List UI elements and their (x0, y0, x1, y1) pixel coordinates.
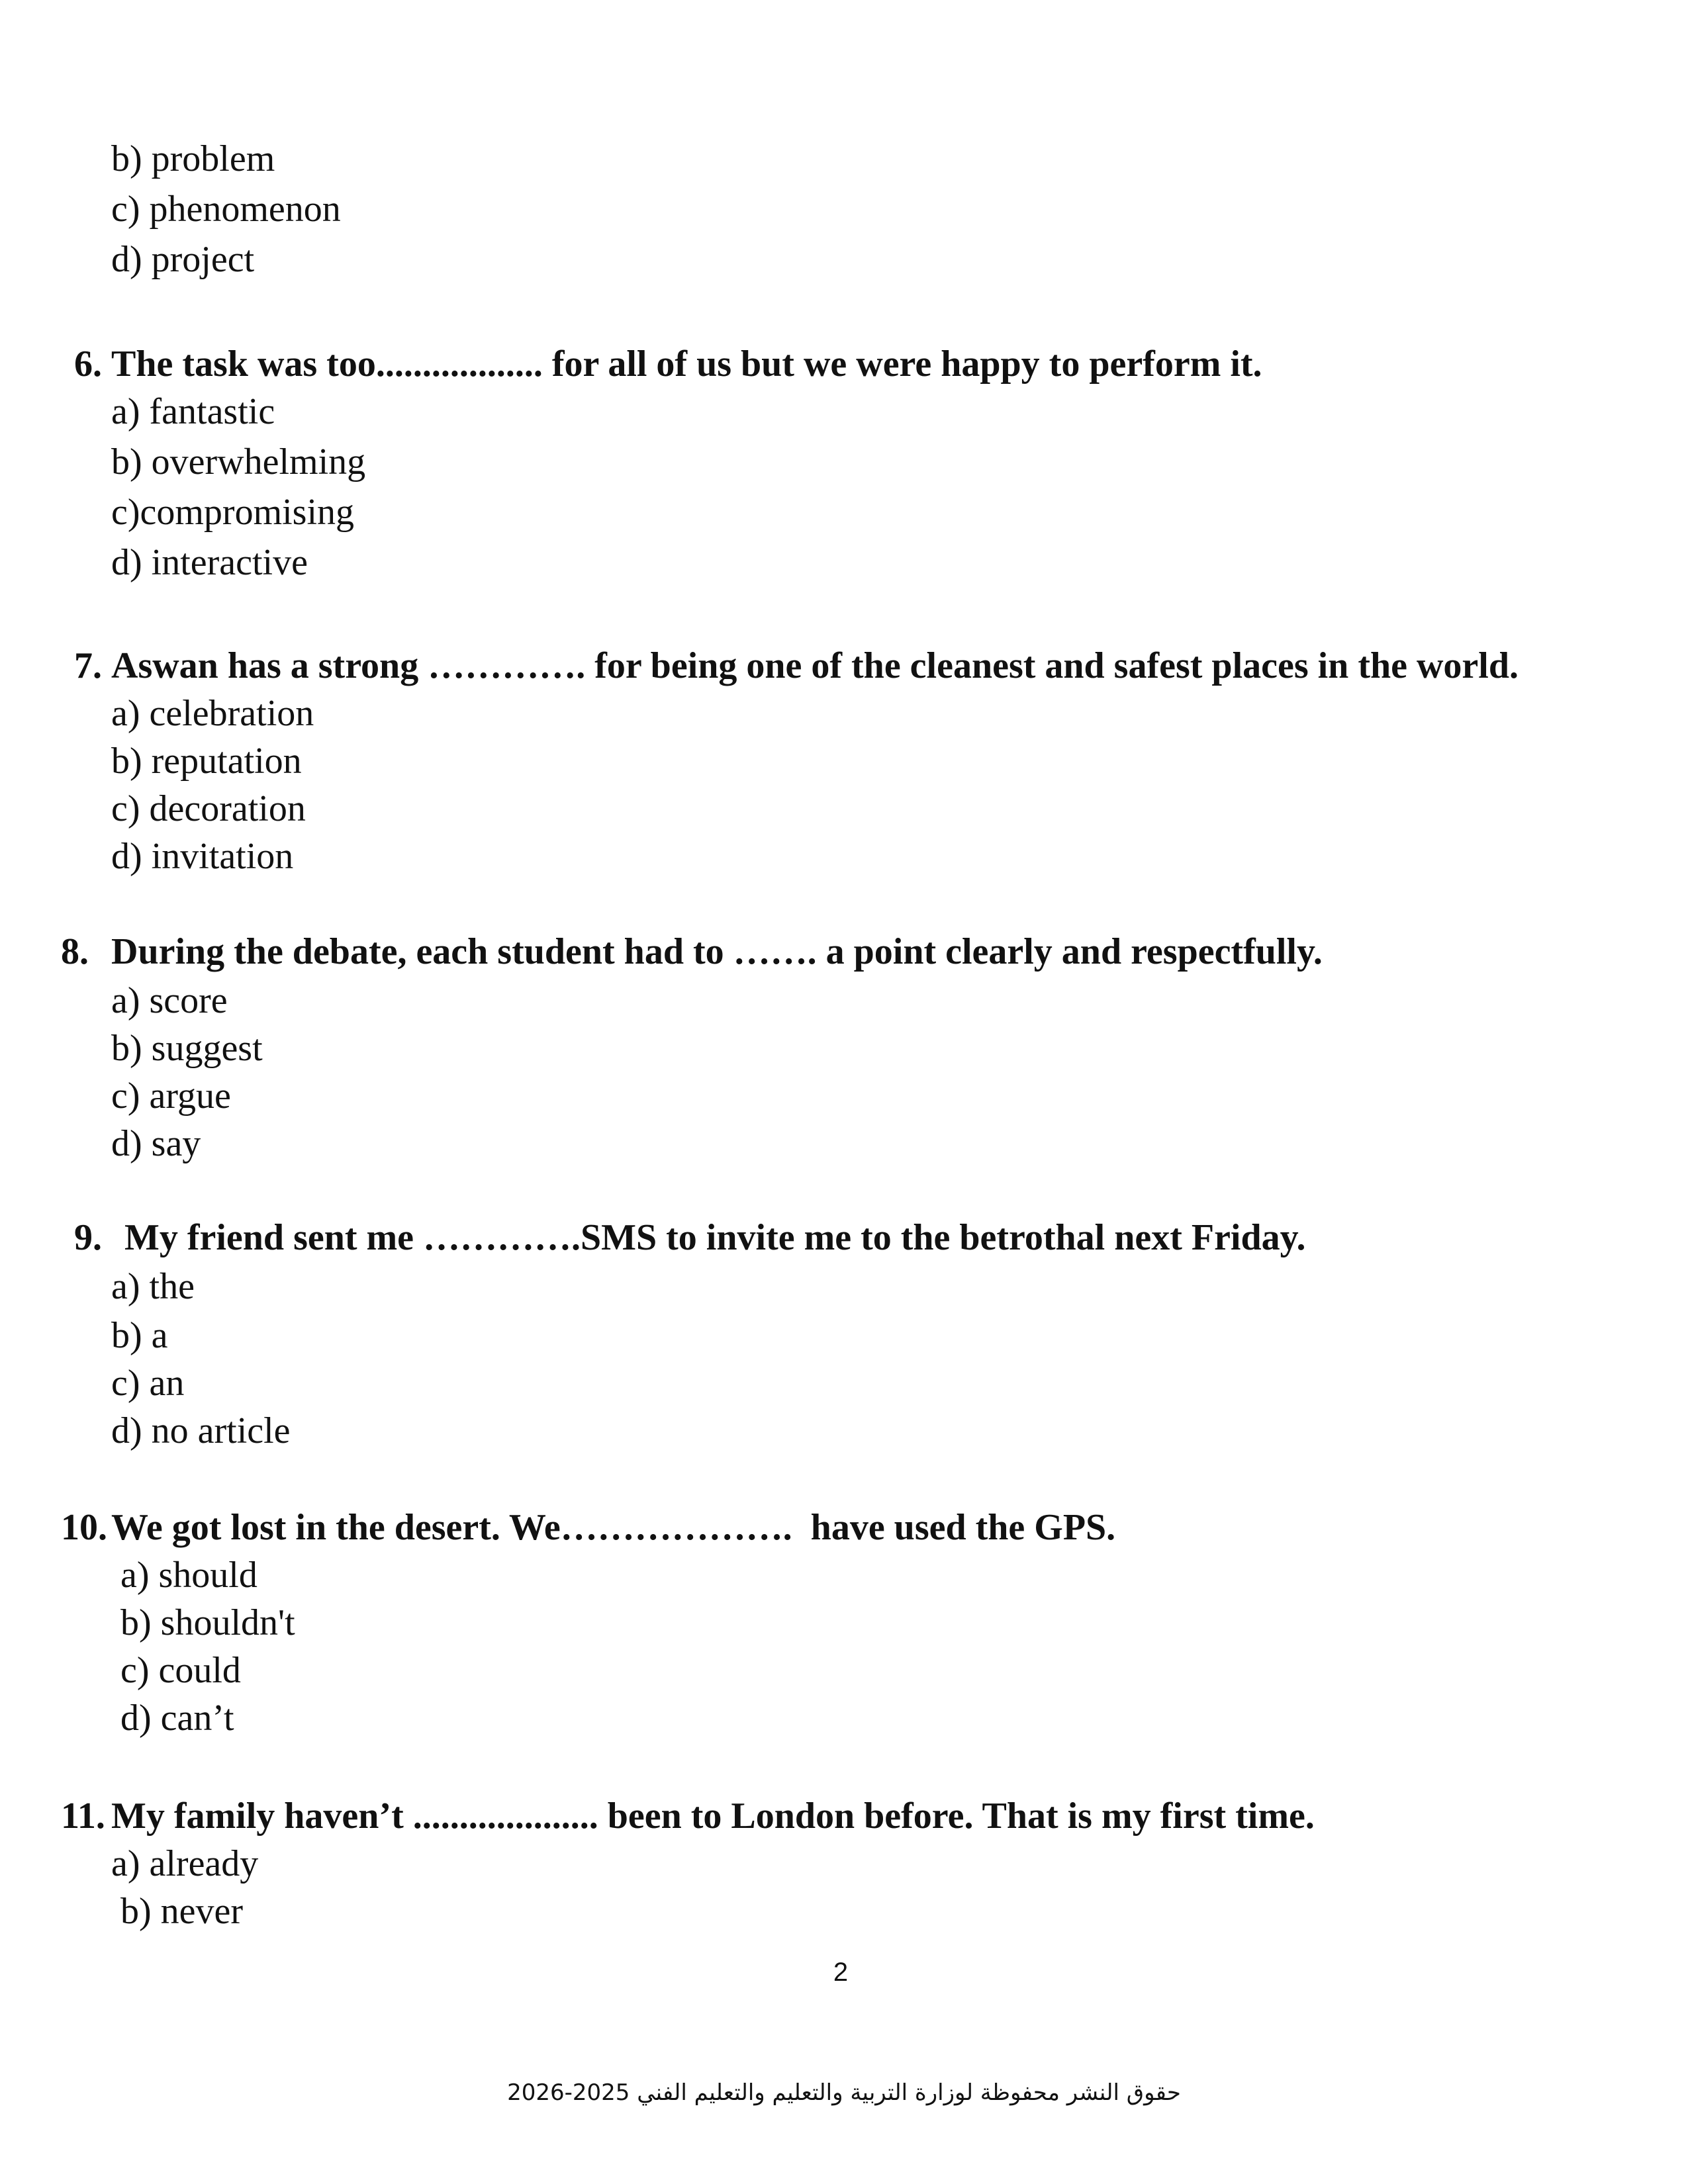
q7-option-c: c) decoration (111, 788, 306, 829)
q10-option-d: d) can’t (120, 1698, 234, 1739)
q7-number: 7. (74, 645, 102, 686)
q8-question-text: During the debate, each student had to ……. a point clearly and respectfully. (111, 931, 1323, 972)
q10-option-a: a) should (120, 1555, 258, 1596)
q6-question-text: The task was too.................. for all of us but we were happy to perform it. (111, 343, 1262, 385)
q9-option-a: a) the (111, 1266, 195, 1307)
q6-option-c: c)compromising (111, 492, 355, 533)
q6-option-b: b) overwhelming (111, 441, 366, 482)
q7-option-b: b) reputation (111, 741, 302, 782)
q9-option-c: c) an (111, 1363, 185, 1404)
q9-option-b: b) a (111, 1315, 168, 1356)
q7-option-d: d) invitation (111, 836, 294, 877)
q10-option-b: b) shouldn't (120, 1602, 295, 1643)
q11-number: 11. (61, 1796, 105, 1837)
q10-number: 10. (61, 1507, 107, 1548)
copyright-footer: حقوق النشر محفوظة لوزارة التربية والتعليم والتعليم الفني 2025-2026 (507, 2079, 1181, 2106)
q9-option-d: d) no article (111, 1410, 291, 1451)
q9-number: 9. (74, 1217, 102, 1258)
q7-option-a: a) celebration (111, 693, 314, 734)
q11-option-a: a) already (111, 1843, 259, 1884)
q8-option-b: b) suggest (111, 1028, 263, 1069)
q6-option-d: d) interactive (111, 542, 308, 583)
q7-question-text: Aswan has a strong …………. for being one of the cleanest and safest places in the world. (111, 645, 1519, 686)
q8-option-a: a) score (111, 980, 228, 1021)
q9-question-text: My friend sent me ………….SMS to invite me to the betrothal next Friday. (124, 1217, 1306, 1258)
q6-number: 6. (74, 343, 102, 385)
q5-option-b: b) problem (111, 138, 275, 179)
q5-option-d: d) project (111, 239, 255, 280)
q8-option-c: c) argue (111, 1075, 231, 1116)
q11-question-text: My family haven’t .................... been to London before. That is my first time. (111, 1796, 1315, 1837)
q10-question-text: We got lost in the desert. We………………. have used the GPS. (111, 1507, 1116, 1548)
q11-option-b: b) never (120, 1891, 244, 1932)
page-number: 2 (833, 1958, 849, 1987)
q8-number: 8. (61, 931, 89, 972)
q8-option-d: d) say (111, 1123, 201, 1164)
q10-option-c: c) could (120, 1650, 241, 1691)
q5-option-c: c) phenomenon (111, 189, 341, 230)
q6-option-a: a) fantastic (111, 391, 275, 432)
